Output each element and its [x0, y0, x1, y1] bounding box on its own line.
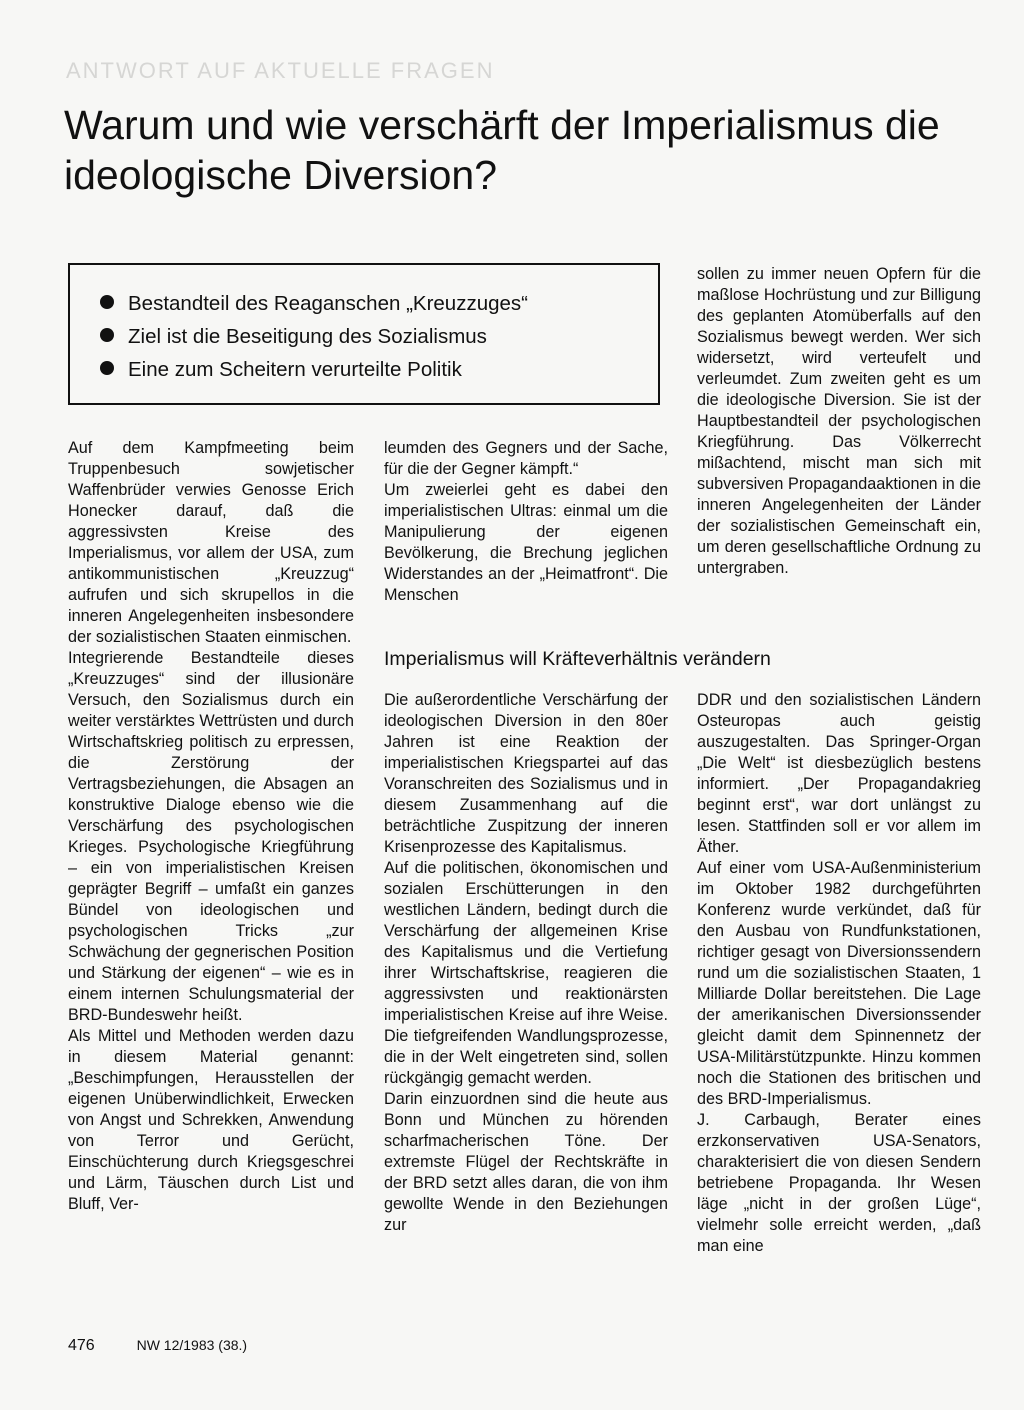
- paragraph: J. Carbaugh, Berater eines erzkonservativen USA-Senators, charakterisiert die von diesen Sendern betriebene Propaganda. Ihr Wesen läge „nicht in der großen Lüge“, vielmehr solle erreicht werden, „daß man eine: [697, 1111, 981, 1255]
- column-2-bottom: [384, 690, 668, 1236]
- paragraph: sollen zu immer neuen Opfern für die maßlose Hochrüstung und zur Billigung des geplanten Atomüberfalls auf den Sozialismus bewegt werden. Wer sich widersetzt, wird verteufelt und verleumdet. Zum zweiten geht es um die ideologische Diversion. Sie ist der Hauptbestandteil der psychologischen Kriegführung. Das Völkerrecht mißachtend, mischt man sich mit subversiven Propagandaaktionen in die inneren Angelegenheiten der Länder der sozialistischen Gemeinschaft ein, um deren gesellschaftliche Ordnung zu untergraben.: [697, 265, 981, 577]
- faint-series-header: ANTWORT AUF AKTUELLE FRAGEN: [66, 58, 495, 83]
- bullet-icon: [100, 328, 114, 342]
- page-number: 476: [68, 1337, 95, 1354]
- paragraph: Integrierende Bestandteile dieses „Kreuzzuges“ sind der illusionäre Versuch, den Sozialismus durch ein weiter verstärktes Wettrüsten und durch Wirtschaftskrieg politisch zu erpressen, die Zerstörung der Vertragsbeziehungen, die Absagen an konstruktive Dialoge ebenso wie die Verschärfung des psychologischen Krieges. Psychologische Kriegführung – ein von imperialistischen Kreisen geprägter Begriff – umfaßt ein ganzes Bündel von ideologischen und psychologischen Tricks „zur Schwächung der gegnerischen Position und Stärkung der eigenen“ – wie es in einem internen Schulungsmaterial der BRD-Bundeswehr heißt.: [68, 649, 354, 1024]
- summary-point-text: Eine zum Scheitern verurteilte Politik: [128, 358, 462, 381]
- summary-point: [100, 353, 658, 386]
- summary-point-text: Bestandteil des Reaganschen „Kreuzzuges“: [128, 292, 528, 315]
- section-subheading: Imperialismus will Kräfteverhältnis verändern: [384, 648, 771, 670]
- paragraph: Als Mittel und Methoden werden dazu in diesem Material genannt: „Beschimpfungen, Herausstellen der eigenen Unüberwindlichkeit, Erwecken von Angst und Schrekken, Anwendung von Terror und Gerücht, Einschüchterung durch Kriegsgeschrei und Lärm, Täuschen durch List und Bluff, Ver-: [68, 1027, 354, 1213]
- column-3-bottom: [697, 690, 981, 1257]
- paragraph: Darin einzuordnen sind die heute aus Bonn und München zu hörenden scharfmacherischen Töne. Der extremste Flügel der Rechtskräfte in der BRD setzt alles daran, die von ihm gewollte Wende in den Beziehungen zur: [384, 1090, 668, 1234]
- bullet-icon: [100, 295, 114, 309]
- summary-point: [100, 287, 658, 320]
- paragraph: Auf die politischen, ökonomischen und sozialen Erschütterungen in den westlichen Ländern, bedingt durch die Verschärfung der allgemeinen Krise des Kapitalismus und die Vertiefung ihrer Wirtschaftskrise, reagieren die aggressivsten und reaktionärsten imperialistischen Kreise auf ihre Weise. Die tiefgreifenden Wandlungsprozesse, die in der Welt eingetreten sind, sollen rückgängig gemacht werden.: [384, 859, 668, 1087]
- column-2-top: [384, 438, 668, 606]
- publication-reference: NW 12/1983 (38.): [136, 1337, 248, 1353]
- column-3-top: [697, 264, 981, 579]
- paragraph: Um zweierlei geht es dabei den imperialistischen Ultras: einmal um die Manipulierung der eigenen Bevölkerung, die Brechung jeglichen Widerstandes an der „Heimatfront“. Die Menschen: [384, 481, 668, 604]
- page-footer: [68, 1337, 247, 1355]
- article-title: Warum und wie verschärft der Imperialismus die ideologische Diversion?: [64, 102, 940, 198]
- summary-point: [100, 320, 658, 353]
- paragraph: Die außerordentliche Verschärfung der ideologischen Diversion in den 80er Jahren ist eine Reaktion der imperialistischen Kriegspartei auf das Voranschreiten des Sozialismus und in diesem Zusammenhang auf die beträchtliche Zuspitzung der inneren Krisenprozesse des Kapitalismus.: [384, 691, 668, 856]
- paragraph: Auf dem Kampfmeeting beim Truppenbesuch sowjetischer Waffenbrüder verwies Genosse Erich Honecker darauf, daß die aggressivsten Kreise des Imperialismus, vor allem der USA, zum antikommunistischen „Kreuzzug“ aufrufen und sich skrupellos in die inneren Angelegenheiten insbesondere der sozialistischen Staaten einmischen.: [68, 439, 354, 646]
- summary-box: [68, 263, 660, 405]
- paragraph: DDR und den sozialistischen Ländern Osteuropas auch geistig auszugestalten. Das Springer-Organ „Die Welt“ ist diesbezüglich bestens informiert. „Der Propagandakrieg beginnt erst“, war dort unlängst zu lesen. Stattfinden soll er vor allem im Äther.: [697, 691, 981, 856]
- summary-point-text: Ziel ist die Beseitigung des Sozialismus: [128, 325, 487, 348]
- paragraph: leumden des Gegners und der Sache, für die der Gegner kämpft.“: [384, 439, 668, 478]
- bullet-icon: [100, 361, 114, 375]
- column-1: [68, 438, 354, 1215]
- paragraph: Auf einer vom USA-Außenministerium im Oktober 1982 durchgeführten Konferenz wurde verkündet, daß für den Ausbau von Rundfunkstationen, richtiger gesagt von Diversionssendern rund um die sozialistischen Staaten, 1 Milliarde Dollar bereitstehen. Die Lage der amerikanischen Diversionssender gleicht damit dem Spinnennetz der USA-Militärstützpunkte. Hinzu kommen noch die Stationen des britischen und des BRD-Imperialismus.: [697, 859, 981, 1108]
- summary-list: [70, 265, 658, 386]
